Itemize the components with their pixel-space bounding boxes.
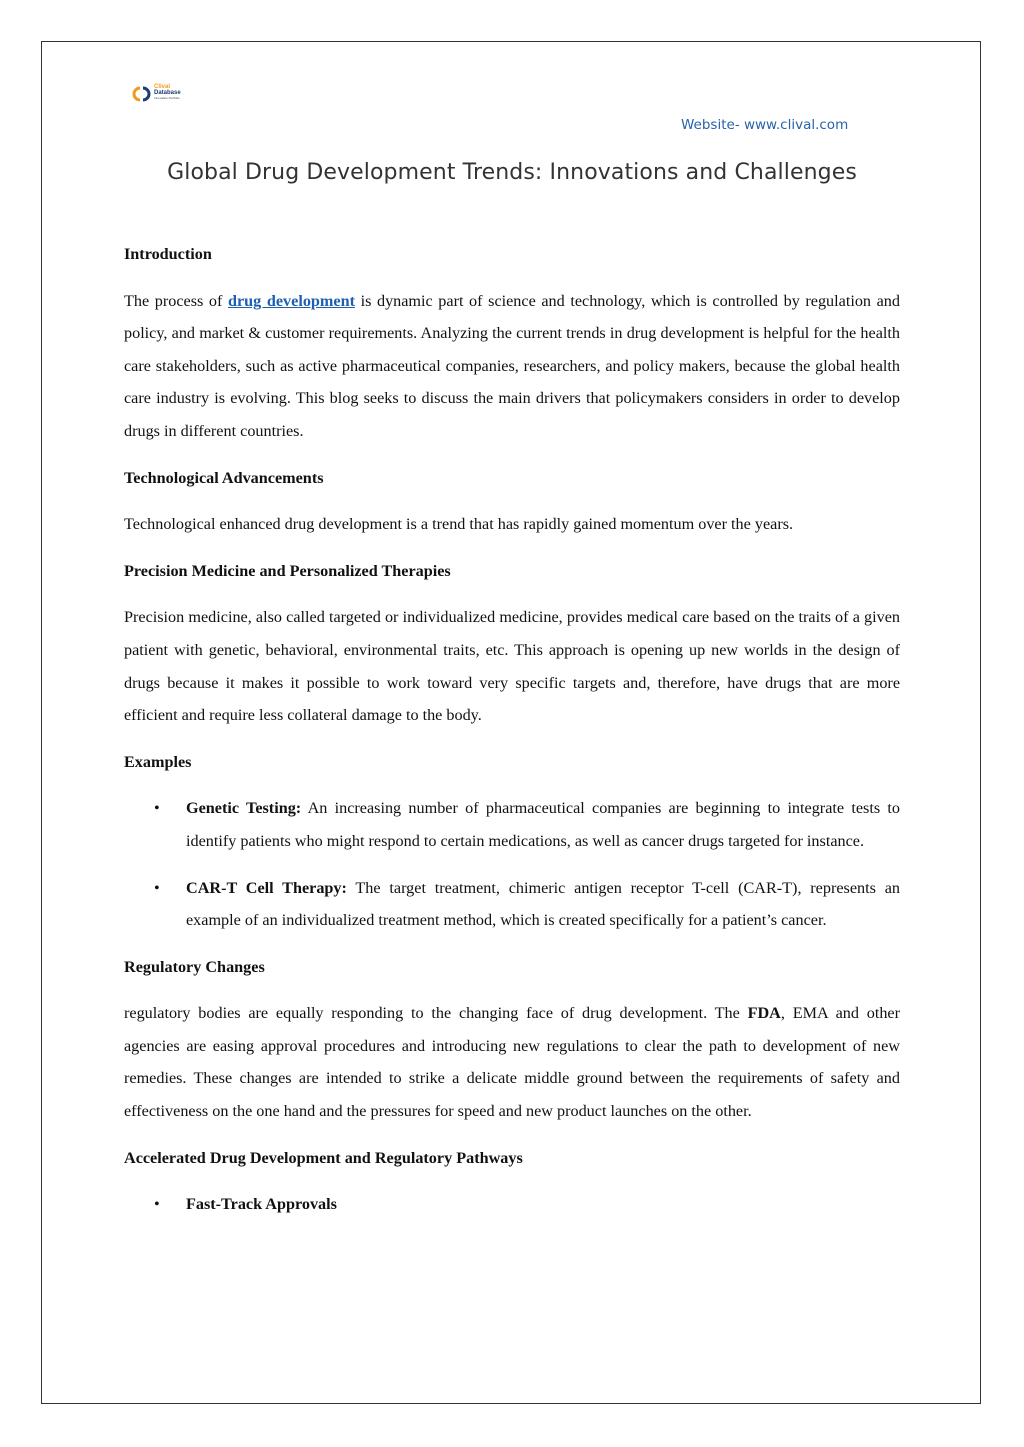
list-item <box>124 1188 900 1221</box>
tech-paragraph: Technological enhanced drug development is a trend that has rapidly gained momentum over the years. <box>124 515 794 534</box>
heading-introduction: Introduction <box>124 245 212 263</box>
intro-text-rest: is dynamic part of science and technology, which is controlled by regulation and policy, and market & customer requirements. Analyzing the current trends in drug development is helpful for the health care stakeholders, such as active pharmaceutical companies, researchers, and policy makers, because the global health care industry is evolving. This blog seeks to discuss the main drivers that policymakers considers in order to develop drugs in different countries. <box>124 291 900 440</box>
logo-line-3: Innovation Portfolio <box>154 96 180 100</box>
fda-text: FDA <box>747 1004 781 1023</box>
list-item-label: Fast-Track Approvals <box>186 1195 337 1214</box>
list-item <box>124 872 900 937</box>
examples-list <box>124 792 900 936</box>
intro-text-start: The process of <box>124 291 228 310</box>
clival-logo <box>131 84 195 106</box>
heading-precision-medicine: Precision Medicine and Personalized Therapies <box>124 561 451 580</box>
article-body <box>124 238 900 1221</box>
heading-examples: Examples <box>124 752 192 771</box>
list-item <box>124 792 900 857</box>
list-item-label: Genetic Testing: <box>186 799 302 818</box>
list-item-text: An increasing number of pharmaceutical companies are beginning to integrate tests to identify patients who might respond to certain medications, as well as cancer drugs targeted for instance. <box>186 799 900 850</box>
bullet-icon: • <box>154 799 160 818</box>
intro-paragraph <box>124 285 900 448</box>
accelerated-list <box>124 1188 900 1221</box>
bullet-icon: • <box>154 878 160 897</box>
drug-development-link[interactable]: drug development <box>227 291 355 310</box>
regulatory-text-start: regulatory bodies are equally responding to the changing face of drug development. The <box>124 1004 748 1023</box>
logo-line-1: Clival <box>154 84 171 90</box>
logo-line-2: Database <box>154 90 181 96</box>
regulatory-paragraph <box>124 997 900 1127</box>
website-url[interactable]: Website- www.clival.com <box>681 117 849 133</box>
page-title: Global Drug Development Trends: Innovations and Challenges <box>167 160 857 185</box>
precision-paragraph: Precision medicine, also called targeted or individualized medicine, provides medical care based on the traits of a given patient with genetic, behavioral, environmental traits, etc. This approach is opening up new worlds in the design of drugs because it makes it possible to work toward very specific targets and, therefore, have drugs that are more efficient and require less collateral damage to the body. <box>124 608 900 725</box>
heading-regulatory-changes: Regulatory Changes <box>124 957 265 976</box>
clival-logo-icon <box>131 86 153 102</box>
heading-technological-advancements: Technological Advancements <box>124 468 324 487</box>
heading-accelerated-development: Accelerated Drug Development and Regulatory Pathways <box>124 1148 523 1167</box>
bullet-icon: • <box>154 1195 160 1214</box>
list-item-label: CAR-T Cell Therapy: <box>186 878 347 897</box>
regulatory-text-rest: , EMA and other agencies are easing approval procedures and introducing new regulations to clear the path to development of new remedies. These changes are intended to strike a delicate middle ground between the requirements of safety and effectiveness on the one hand and the pressures for speed and new product launches on the other. <box>124 1004 900 1121</box>
list-item-text: The target treatment, chimeric antigen receptor T-cell (CAR-T), represents an example of an individualized treatment method, which is created specifically for a patient’s cancer. <box>186 878 900 930</box>
